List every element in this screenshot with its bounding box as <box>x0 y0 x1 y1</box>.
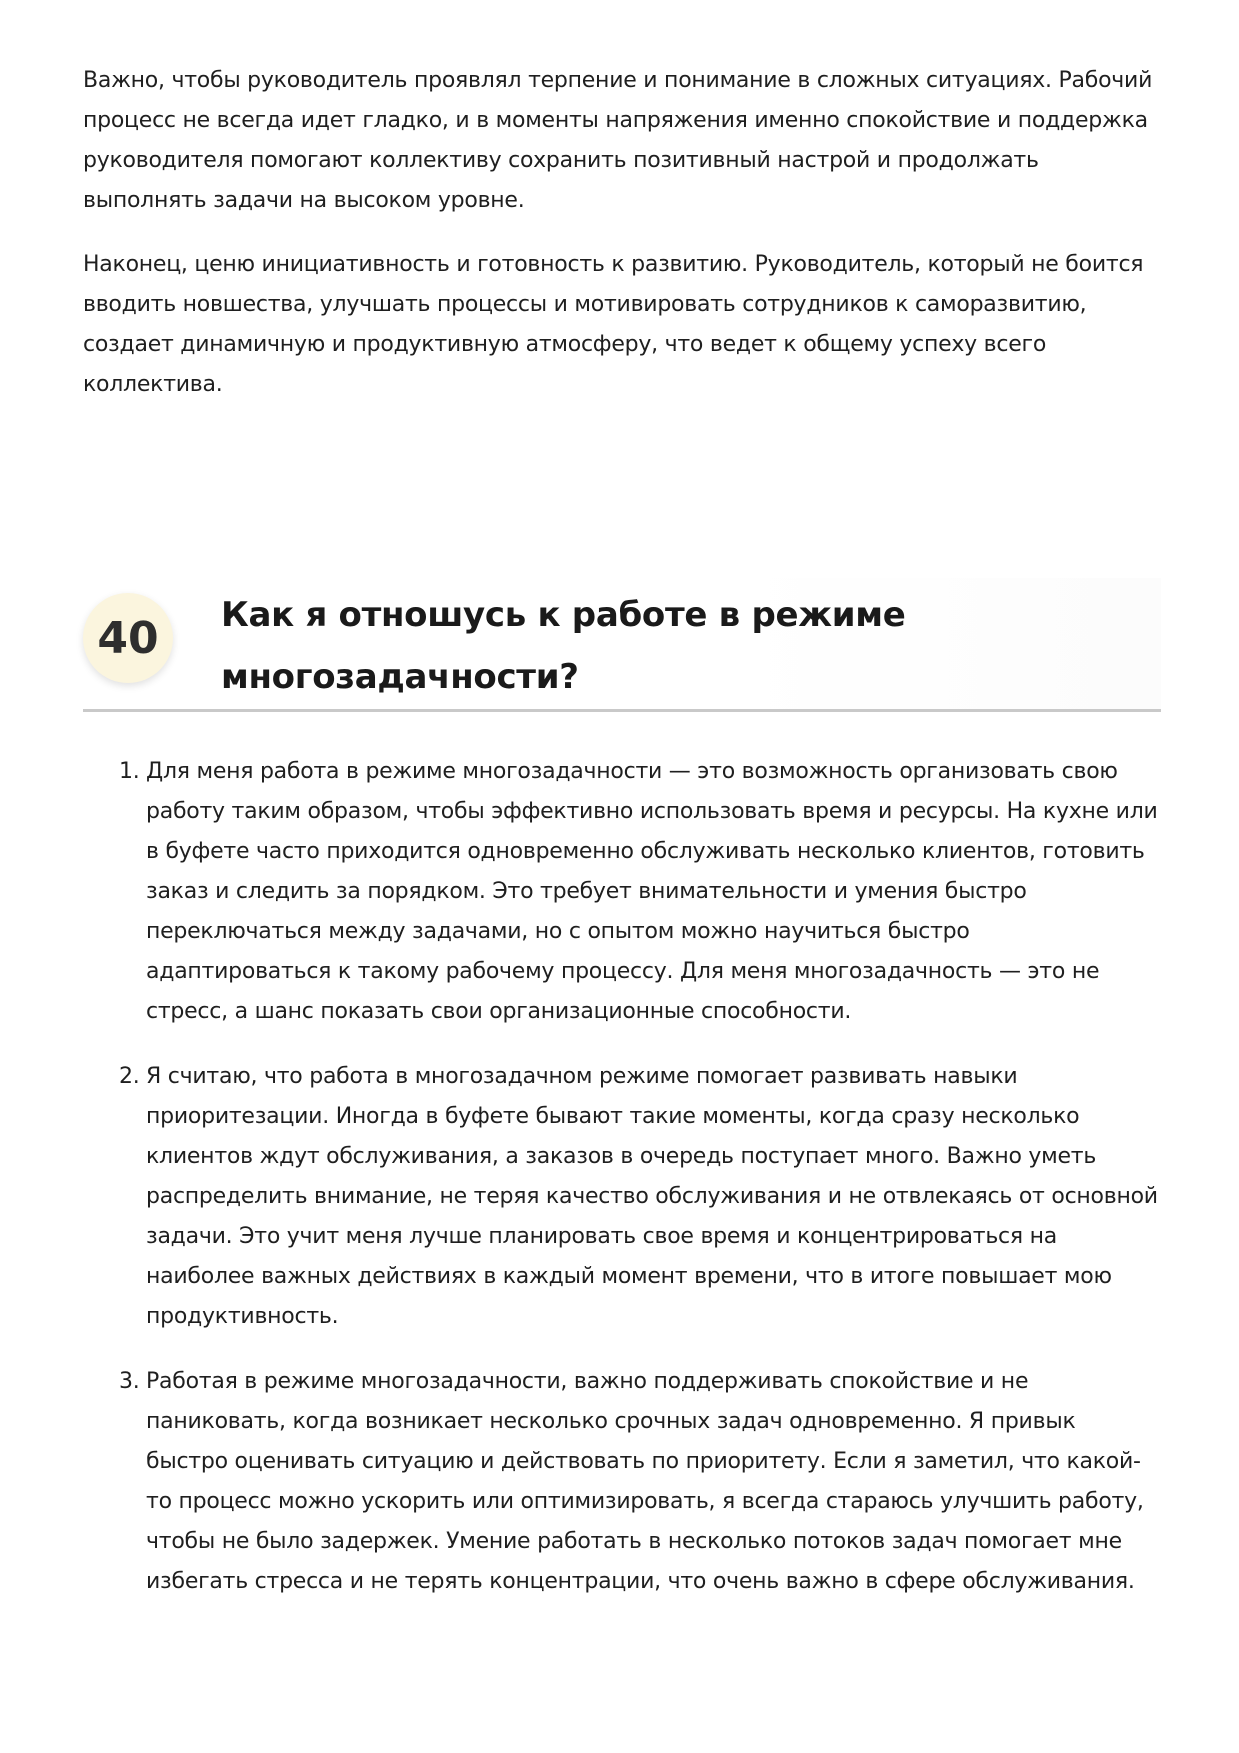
answer-text: Работая в режиме многозадачности, важно поддерживать спокойствие и не паниковать, когда возникает несколько срочных задач одновременно. Я привык быстро оценивать ситуацию и действовать по приоритету. Если я заметил, что какой-то процесс можно ускорить или оптимизировать, я всегда стараюсь улучшить работу, чтобы не было задержек. Умение работать в несколько потоков задач помогает мне избегать стресса и не терять концентрации, что очень важно в сфере обслуживания. <box>146 1369 1144 1594</box>
answer-marker: 1. <box>119 759 140 784</box>
answer-marker: 3. <box>119 1369 140 1394</box>
answer-item <box>83 752 1161 1032</box>
intro-paragraph: Важно, чтобы руководитель проявлял терпение и понимание в сложных ситуациях. Рабочий процесс не всегда идет гладко, и в моменты напряжения именно спокойствие и поддержка руководителя помогают коллективу сохранить позитивный настрой и продолжать выполнять задачи на высоком уровне. <box>83 68 1153 213</box>
answer-text: Для меня работа в режиме многозадачности — это возможность организовать свою работу таким образом, чтобы эффективно использовать время и ресурсы. На кухне или в буфете часто приходится одновременно обслуживать несколько клиентов, готовить заказ и следить за порядком. Это требует внимательности и умения быстро переключаться между задачами, но с опытом можно научиться быстро адаптироваться к такому рабочему процессу. Для меня многозадачность — это не стресс, а шанс показать свои организационные способности. <box>146 759 1158 1024</box>
intro-paragraph: Наконец, ценю инициативность и готовность к развитию. Руководитель, который не боится вводить новшества, улучшать процессы и мотивировать сотрудников к саморазвитию, создает динамичную и продуктивную атмосферу, что ведет к общему успеху всего коллектива. <box>83 252 1144 397</box>
question-header <box>83 578 1161 712</box>
answer-item <box>83 1057 1161 1337</box>
document-page <box>83 0 1161 1594</box>
answer-list <box>83 752 1161 1627</box>
answer-text: Я считаю, что работа в многозадачном режиме помогает развивать навыки приоритезации. Иногда в буфете бывают такие моменты, когда сразу несколько клиентов ждут обслуживания, а заказов в очередь поступает много. Важно уметь распределить внимание, не теряя качество обслуживания и не отвлекаясь от основной задачи. Это учит меня лучше планировать свое время и концентрироваться на наиболее важных действиях в каждый момент времени, что в итоге повышает мою продуктивность. <box>146 1064 1158 1329</box>
intro-section <box>83 0 1161 405</box>
question-number-badge: 40 <box>83 593 173 683</box>
answer-marker: 2. <box>119 1064 140 1089</box>
answer-item <box>83 1362 1161 1602</box>
question-title: Как я отношусь к работе в режиме многозадачности? <box>221 595 906 697</box>
